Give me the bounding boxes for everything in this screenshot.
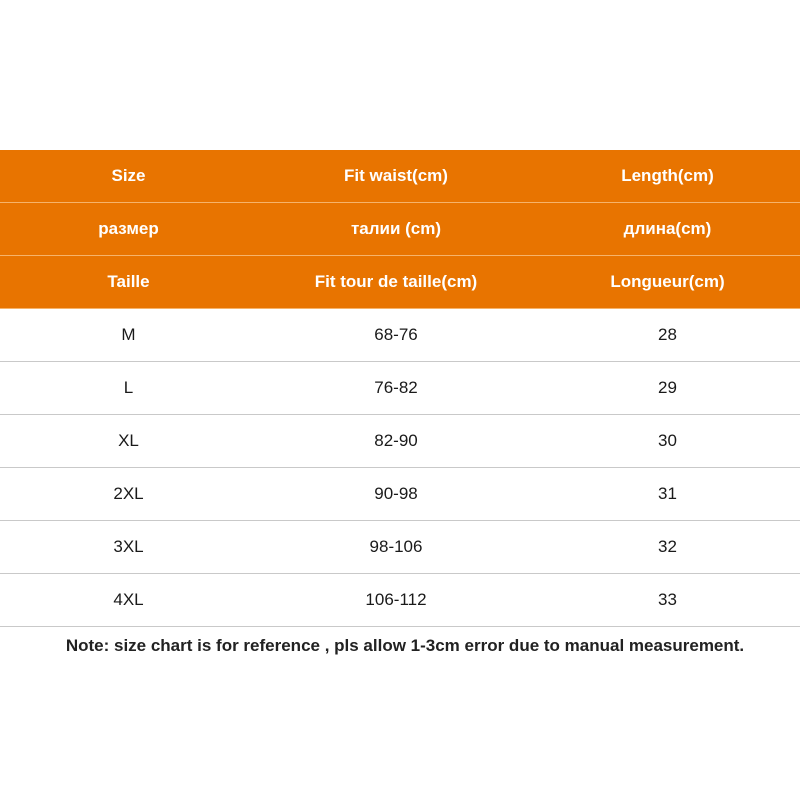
length-cell: 30 — [535, 415, 800, 468]
table-row — [0, 415, 800, 468]
header-row-russian — [0, 203, 800, 256]
size-cell: M — [0, 309, 257, 362]
header-cell-fit-waist: Fit tour de taille(cm) — [257, 256, 535, 309]
header-cell-size: Size — [0, 150, 257, 203]
header-row-french — [0, 256, 800, 309]
waist-cell: 68-76 — [257, 309, 535, 362]
table-row — [0, 362, 800, 415]
header-cell-size: размер — [0, 203, 257, 256]
header-cell-fit-waist: талии (cm) — [257, 203, 535, 256]
length-cell: 28 — [535, 309, 800, 362]
size-chart-note: Note: size chart is for reference , pls allow 1-3cm error due to manual measurement. — [65, 636, 745, 655]
header-cell-length: Longueur(cm) — [535, 256, 800, 309]
table-row — [0, 521, 800, 574]
length-cell: 31 — [535, 468, 800, 521]
header-cell-fit-waist: Fit waist(cm) — [257, 150, 535, 203]
waist-cell: 82-90 — [257, 415, 535, 468]
size-cell: 4XL — [0, 574, 257, 627]
header-row-english — [0, 150, 800, 203]
length-cell: 32 — [535, 521, 800, 574]
size-cell: 3XL — [0, 521, 257, 574]
length-cell: 33 — [535, 574, 800, 627]
size-cell: XL — [0, 415, 257, 468]
table-row — [0, 309, 800, 362]
size-chart-table — [0, 150, 800, 627]
header-cell-length: длина(cm) — [535, 203, 800, 256]
table-row — [0, 468, 800, 521]
waist-cell: 76-82 — [257, 362, 535, 415]
waist-cell: 106-112 — [257, 574, 535, 627]
size-cell: 2XL — [0, 468, 257, 521]
size-cell: L — [0, 362, 257, 415]
header-cell-length: Length(cm) — [535, 150, 800, 203]
waist-cell: 90-98 — [257, 468, 535, 521]
header-cell-size: Taille — [0, 256, 257, 309]
length-cell: 29 — [535, 362, 800, 415]
table-row — [0, 574, 800, 627]
waist-cell: 98-106 — [257, 521, 535, 574]
